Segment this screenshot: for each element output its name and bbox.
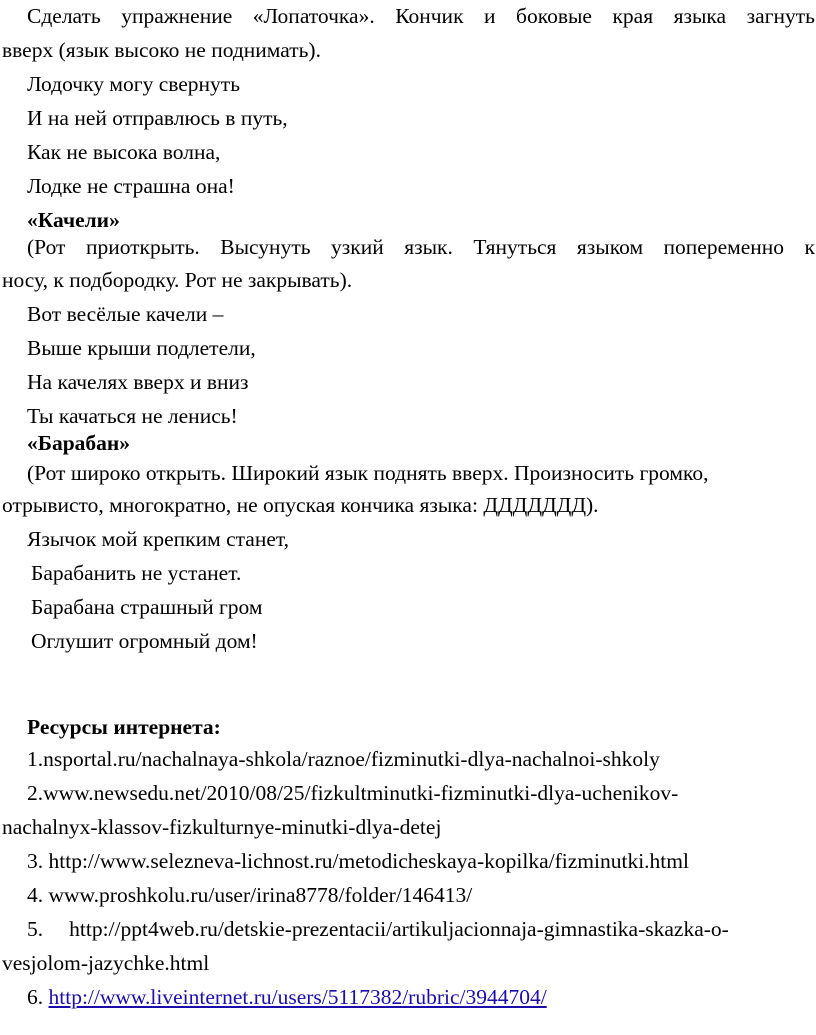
resource-item xyxy=(27,984,547,1010)
lopatochka-intro-line2: вверх (язык высоко не поднимать). xyxy=(2,38,321,62)
word: языка xyxy=(673,4,727,28)
word: Сделать xyxy=(27,4,101,28)
poem-line: Вот весёлые качели – xyxy=(27,302,224,326)
kacheli-instruction-line2: носу, к подбородку. Рот не закрывать). xyxy=(2,268,353,292)
sound-syllables: ДДДДДДД xyxy=(483,493,586,517)
resource-item: 1.nsportal.ru/nachalnaya-shkola/raznoe/fizminutki-dlya-nachalnoi-shkoly xyxy=(27,747,660,771)
resource-item xyxy=(27,916,729,942)
poem-line: Барабана страшный гром xyxy=(31,595,263,619)
resource-item: 4. www.proshkolu.ru/user/irina8778/folder/146413/ xyxy=(27,883,473,907)
poem-line: На качелях вверх и вниз xyxy=(27,370,249,394)
instruction-text: ). xyxy=(586,493,599,517)
resource-link[interactable]: http://www.liveinternet.ru/users/5117382/rubric/3944704/ xyxy=(48,985,547,1009)
poem-line: Как не высока волна, xyxy=(27,140,221,164)
resource-item: 3. http://www.selezneva-lichnost.ru/metodicheskaya-kopilka/fizminutki.html xyxy=(27,849,689,873)
word: упражнение xyxy=(121,4,233,28)
resource-item: nachalnyx-klassov-fizkulturnye-minutki-dlya-detej xyxy=(2,815,442,839)
baraban-instruction-line2 xyxy=(2,492,599,518)
resource-number: 6. xyxy=(27,985,49,1009)
word: боковые xyxy=(516,4,592,28)
word: загнуть xyxy=(746,4,815,28)
poem-line: Ты качаться не ленись! xyxy=(27,404,238,428)
word: и xyxy=(484,4,496,28)
poem-line: Лодочку могу свернуть xyxy=(27,72,241,96)
instruction-text: отрывисто, многократно, не опуская кончика языка: xyxy=(2,493,484,517)
poem-line: Лодке не страшна она! xyxy=(27,174,235,198)
word: попеременно xyxy=(663,235,785,259)
poem-line: Оглушит огромный дом! xyxy=(31,629,258,653)
baraban-instruction-line1: (Рот широко открыть. Широкий язык поднять вверх. Произносить громко, xyxy=(27,461,709,485)
poem-line: Выше крыши подлетели, xyxy=(27,336,256,360)
word: «Лопаточка». xyxy=(252,4,375,28)
resource-item: vesjolom-jazychke.html xyxy=(2,951,210,975)
poem-line: И на ней отправлюсь в путь, xyxy=(27,106,288,130)
word: приоткрыть. xyxy=(85,235,200,259)
lopatochka-intro-line1 xyxy=(27,3,815,29)
word: язык. xyxy=(404,235,453,259)
poem-line: Язычок мой крепким станет, xyxy=(27,527,290,551)
resources-title: Ресурсы интернета: xyxy=(27,715,221,739)
word: края xyxy=(612,4,654,28)
resource-number: 5. xyxy=(27,917,44,941)
kacheli-instruction-line1 xyxy=(27,234,815,260)
word: (Рот xyxy=(27,235,66,259)
word: к xyxy=(804,235,815,259)
baraban-title: «Барабан» xyxy=(27,431,131,455)
poem-line: Барабанить не устанет. xyxy=(31,561,242,585)
word: Тянуться xyxy=(473,235,557,259)
word: языком xyxy=(576,235,644,259)
word: Кончик xyxy=(395,4,464,28)
resource-url: http://ppt4web.ru/detskie-prezentacii/artikuljacionnaja-gimnastika-skazka-o- xyxy=(69,917,729,941)
word: Высунуть xyxy=(220,235,311,259)
resource-item: 2.www.newsedu.net/2010/08/25/fizkultminutki-fizminutki-dlya-uchenikov- xyxy=(27,781,679,805)
word: узкий xyxy=(331,235,384,259)
kacheli-title: «Качели» xyxy=(27,208,120,232)
